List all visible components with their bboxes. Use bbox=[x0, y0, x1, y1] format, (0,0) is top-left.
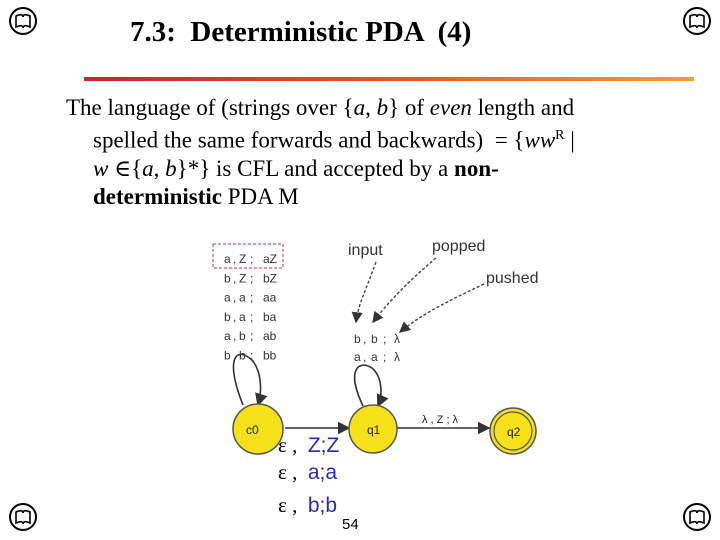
epsilon-symbol: ε bbox=[278, 460, 287, 484]
epsilon-symbol: ε bbox=[278, 493, 287, 517]
text-span: a bbox=[353, 95, 366, 120]
input-callout-arrow bbox=[356, 262, 376, 322]
state-c0-label: c0 bbox=[246, 423, 259, 437]
text-span: a bbox=[142, 155, 154, 181]
separator: , bbox=[286, 493, 308, 517]
separator: ; bbox=[250, 252, 254, 266]
transition-action: a;a bbox=[307, 461, 338, 484]
separator: ; bbox=[250, 329, 254, 344]
separator: , bbox=[233, 252, 237, 266]
text-span: R bbox=[555, 128, 565, 143]
pushed-callout: pushed bbox=[486, 270, 539, 287]
text-span: w bbox=[93, 155, 109, 181]
separator: ; bbox=[250, 271, 254, 286]
popped-callout-arrow bbox=[373, 258, 436, 322]
text-span: , bbox=[365, 95, 377, 120]
text-span: non- bbox=[454, 155, 499, 181]
separator: ; bbox=[250, 309, 254, 324]
loop-c0-arrow bbox=[233, 354, 260, 405]
transition-pop: a bbox=[239, 290, 246, 305]
separator: , bbox=[233, 290, 237, 305]
transition-pop: a bbox=[239, 309, 246, 324]
state-q2-label: q2 bbox=[507, 425, 521, 439]
text-span: even bbox=[429, 95, 472, 120]
transition-input: b bbox=[224, 309, 231, 324]
text-span: The language of (strings over { bbox=[66, 95, 354, 120]
transition-input: b bbox=[354, 332, 361, 346]
epsilon-row bbox=[278, 432, 339, 459]
transition-push: ab bbox=[263, 329, 277, 344]
text-span: ∈{ bbox=[108, 155, 143, 181]
separator: , bbox=[233, 309, 237, 324]
text-span: } of bbox=[388, 95, 430, 120]
transition-input: a bbox=[224, 290, 231, 305]
transition-push: ba bbox=[263, 309, 277, 324]
epsilon-transitions bbox=[278, 432, 339, 519]
transition-pop: b bbox=[371, 332, 378, 346]
separator: , bbox=[233, 271, 237, 286]
transition-input: a bbox=[224, 329, 231, 344]
transition-pop: b bbox=[239, 329, 246, 344]
text-span: , bbox=[153, 155, 166, 181]
slide-title: 7.3: Deterministic PDA (4) bbox=[130, 16, 472, 48]
transition-push: aa bbox=[263, 290, 277, 305]
transition-input: a bbox=[224, 252, 231, 266]
popped-callout: popped bbox=[432, 238, 486, 255]
text-span: | bbox=[564, 127, 575, 153]
transition-pop: b bbox=[239, 348, 246, 363]
text-span: spelled the same forwards and backwards) = { bbox=[93, 127, 525, 153]
transition-input: b bbox=[224, 348, 231, 363]
transition-pop: Z bbox=[239, 252, 247, 266]
separator: ; bbox=[383, 350, 387, 364]
epsilon-symbol: ε bbox=[278, 433, 287, 457]
text-span: b bbox=[165, 155, 177, 181]
transition-pop: Z bbox=[239, 271, 247, 286]
epsilon-row bbox=[278, 459, 339, 486]
pushed-callout-arrow bbox=[400, 284, 484, 332]
text-span: deterministic bbox=[93, 183, 223, 209]
text-span: }*} is CFL and accepted by a bbox=[176, 155, 455, 181]
separator: , bbox=[233, 348, 237, 363]
text-span: length and bbox=[471, 95, 575, 120]
text-span: PDA M bbox=[222, 183, 299, 209]
page-number: 54 bbox=[342, 516, 359, 533]
transition-push: λ bbox=[394, 332, 400, 346]
separator: , bbox=[363, 332, 367, 346]
separator: ; bbox=[250, 348, 254, 363]
state-q1-label: q1 bbox=[367, 423, 381, 437]
input-callout: input bbox=[348, 242, 383, 259]
transition-push: λ bbox=[394, 350, 400, 364]
text-span: ww bbox=[524, 127, 556, 153]
transition-push: aZ bbox=[263, 252, 278, 266]
transition-input: a bbox=[354, 350, 361, 364]
separator: , bbox=[233, 329, 237, 344]
transition-input: b bbox=[224, 271, 231, 286]
transition-action: b;b bbox=[307, 494, 338, 517]
transition-pop: a bbox=[371, 350, 378, 364]
text-span: b bbox=[376, 95, 389, 120]
transition-push: bb bbox=[263, 348, 277, 363]
separator: , bbox=[363, 350, 367, 364]
transition-push: bZ bbox=[263, 271, 278, 286]
separator: , bbox=[286, 460, 308, 484]
edge-q1-q2-label: λ , Z ; λ bbox=[422, 414, 459, 426]
separator: , bbox=[286, 433, 308, 457]
separator: ; bbox=[250, 290, 254, 305]
transition-action: Z;Z bbox=[307, 434, 340, 457]
loop-q1-arrow bbox=[355, 365, 381, 406]
separator: ; bbox=[383, 332, 387, 346]
epsilon-row bbox=[278, 492, 339, 519]
